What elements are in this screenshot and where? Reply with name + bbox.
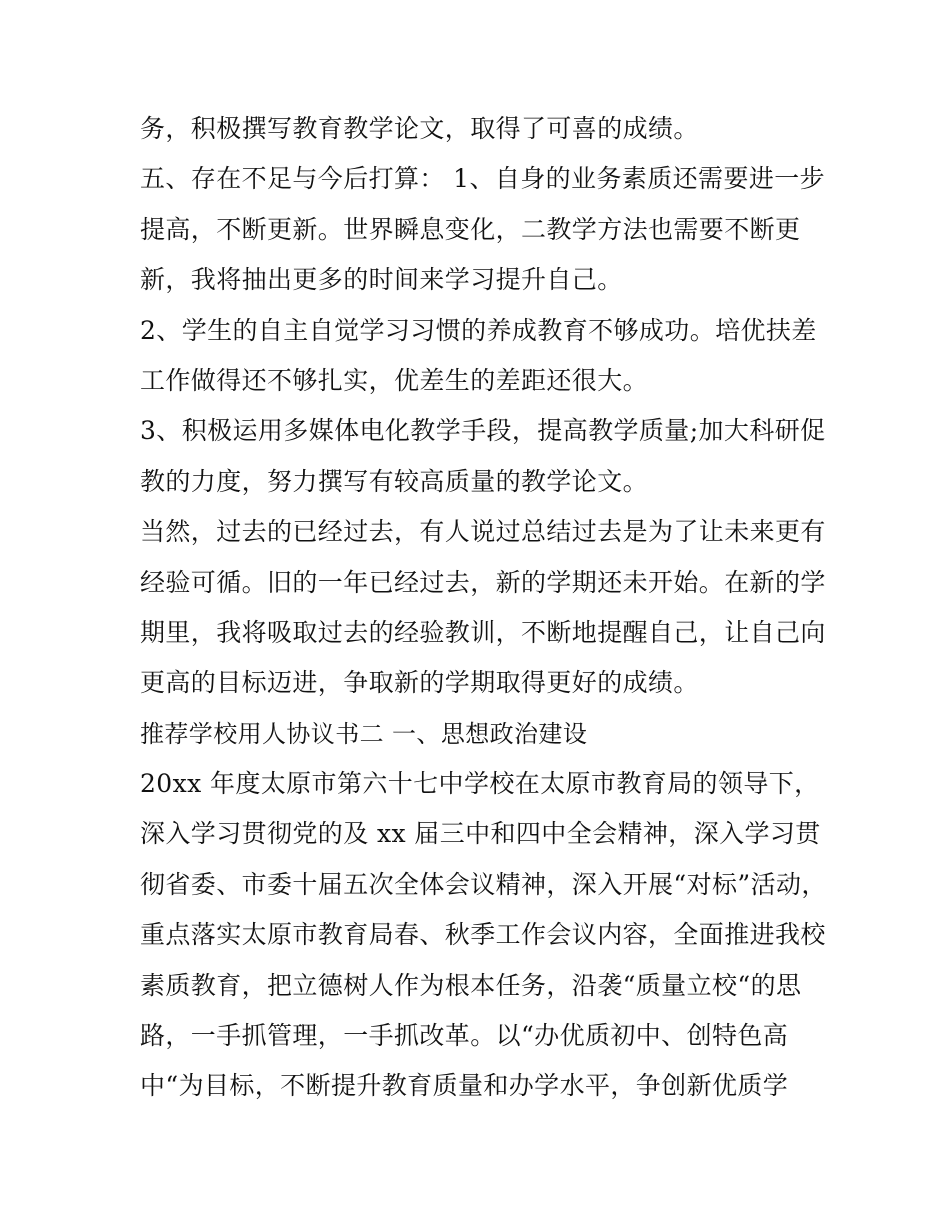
text-line: 期里，我将吸取过去的经验教训，不断地提醒自己，让自己向 <box>140 617 826 647</box>
text-line: 新，我将抽出更多的时间来学习提升自己。 <box>140 265 623 295</box>
text-line: 素质教育，把立德树人作为根本任务，沿袭“质量立校“的思 <box>140 970 802 1000</box>
text-line: 务，积极撰写教育教学论文，取得了可喜的成绩。 <box>140 114 699 143</box>
text-line: 彻省委、市委十届五次全体会议精神，深入开展“对标”活动， <box>140 869 827 899</box>
list-item-2: 2、学生的自主自觉学习习惯的养成教育不够成功。培优扶差 <box>140 315 817 345</box>
text-line: 中“为目标，不断提升教育质量和办学水平，争创新优质学 <box>140 1071 789 1101</box>
text-line: 重点落实太原市教育局春、秋季工作会议内容，全面推进我校 <box>140 920 826 950</box>
text-line: 工作做得还不够扎实，优差生的差距还很大。 <box>140 365 649 395</box>
section-title: 推荐学校用人协议书二 一、思想政治建设 <box>140 719 588 748</box>
text-line: 提高，不断更新。世界瞬息变化，二教学方法也需要不断更 <box>140 214 801 244</box>
text-line: 当然，过去的已经过去，有人说过总结过去是为了让未来更有 <box>140 517 826 547</box>
text-line: 深入学习贯彻党的及 xx 届三中和四中全会精神，深入学习贯 <box>140 819 821 849</box>
text-line: 路，一手抓管理，一手抓改革。以“办优质初中、创特色高 <box>140 1021 789 1051</box>
section-heading-shortcomings: 五、存在不足与今后打算： 1、自身的业务素质还需要进一步 <box>140 164 826 194</box>
list-item-3: 3、积极运用多媒体电化教学手段，提高教学质量;加大科研促 <box>140 416 826 446</box>
text-line: 教的力度，努力撰写有较高质量的教学论文。 <box>140 466 649 496</box>
text-line: 经验可循。旧的一年已经过去，新的学期还未开始。在新的学 <box>140 567 826 597</box>
text-line: 更高的目标迈进，争取新的学期取得更好的成绩。 <box>140 668 699 698</box>
document-body <box>140 104 830 1112</box>
text-line: 20xx 年度太原市第六十七中学校在太原市教育局的领导下， <box>140 769 820 799</box>
